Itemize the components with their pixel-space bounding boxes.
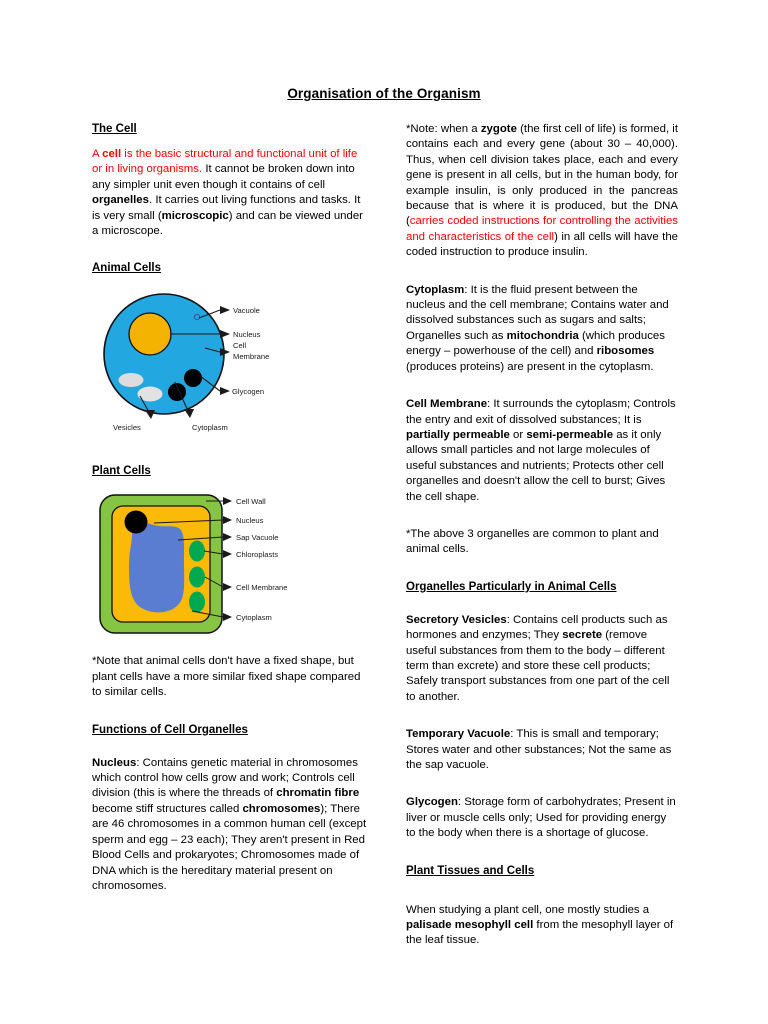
plant-label-nucleus: Nucleus xyxy=(236,516,264,526)
spacer xyxy=(406,889,678,903)
heading-the-cell: The Cell xyxy=(92,123,137,135)
animal-label-cell-membrane-line1: Cell xyxy=(233,341,247,351)
bold-term-chromatin-fibre: chromatin fibre xyxy=(276,787,360,800)
red-text-run: A cell is the basic structural and functional unit of life or in living organisms. xyxy=(92,148,358,176)
spacer xyxy=(406,519,678,527)
animal-label-cell-membrane-line2: Membrane xyxy=(233,352,270,362)
spacer xyxy=(406,572,678,580)
animal-glycogen-shape-1 xyxy=(184,369,202,387)
red-text-run: carries coded instructions for controlling the activities and characteristics of the cell xyxy=(406,215,678,243)
plant-label-cell-wall: Cell Wall xyxy=(236,497,266,507)
spacer xyxy=(92,748,369,756)
note-common-organelles: *The above 3 organelles are common to plant and animal cells. xyxy=(406,527,659,556)
plant-chloroplast-shape-3 xyxy=(189,592,205,613)
spacer xyxy=(92,456,369,464)
paragraph-the-cell: A cell is the basic structural and functional unit of life or in living organisms. It cannot be broken down into any simpler unit even though it contains of cell organelles. It carries out living functions and tasks. It is very small (microscopic) and can be viewed under a microscope. xyxy=(92,148,363,238)
plant-label-cytoplasm: Cytoplasm xyxy=(236,613,272,623)
animal-label-nucleus: Nucleus xyxy=(233,330,261,340)
plant-sap-vacuole-shape xyxy=(129,524,184,613)
bold-term-secretory-vesicles: Secretory Vesicles xyxy=(406,613,507,626)
animal-cell-body-shape xyxy=(104,294,224,414)
animal-nucleus-shape xyxy=(129,313,171,355)
bold-term-microscopic: microscopic xyxy=(161,209,229,222)
bold-term-organelles: organelles xyxy=(92,194,149,207)
animal-label-vesicles: Vesicles xyxy=(113,423,141,433)
paragraph-zygote-note: *Note: when a zygote (the first cell of life) is formed, it contains each and every gene (about 30 – 40,000). Thus, when cell division takes place, each and every gene is present in all cells, but in the human body, for example insulin, is only produced in the pancreas because that is where it is produced, but the DNA (carries coded instructions for controlling the activities and characteristics of the cell) in all cells will have the coded instruction to produce insulin. xyxy=(406,123,679,259)
plant-chloroplast-shape-2 xyxy=(189,567,205,588)
bold-term-chromosomes: chromosomes xyxy=(242,802,321,815)
spacer xyxy=(92,715,369,723)
bold-term-partially-permeable: partially permeable xyxy=(406,428,510,441)
bold-term-palisade-mesophyll-cell: palisade mesophyll cell xyxy=(406,919,534,932)
animal-label-vacuole: Vacuole xyxy=(233,306,260,316)
spacer xyxy=(406,719,678,727)
paragraph-temporary-vacuole: Temporary Vacuole: This is small and temporary; Stores water and other substances; Not the same as the sap vacuole. xyxy=(406,728,672,771)
paragraph-palisade-mesophyll: When studying a plant cell, one mostly studies a palisade mesophyll cell from the mesophyll layer of the leaf tissue. xyxy=(406,903,674,947)
animal-vesicle-shape-1 xyxy=(119,373,144,387)
heading-organelles-animal-cells: Organelles Particularly in Animal Cells xyxy=(406,580,617,593)
right-column xyxy=(406,122,678,963)
animal-label-glycogen: Glycogen xyxy=(232,387,265,397)
heading-functions-of-cell-organelles: Functions of Cell Organelles xyxy=(92,723,248,736)
heading-animal-cells: Animal Cells xyxy=(92,262,162,275)
plant-arrowheads xyxy=(223,497,232,621)
paragraph-glycogen: Glycogen: Storage form of carbohydrates; Present in liver or muscle cells only; Used for providing energy to the body when there is a shortage of glucose. xyxy=(406,796,676,840)
spacer xyxy=(92,253,369,261)
plant-chloroplast-shape-1 xyxy=(189,541,205,562)
left-column xyxy=(92,122,369,908)
bold-term-glycogen: Glycogen xyxy=(406,796,458,809)
bold-term-ribosomes: ribosomes xyxy=(596,345,655,358)
spacer xyxy=(406,605,678,613)
spacer xyxy=(406,787,678,795)
plant-nucleus-shape xyxy=(125,511,148,534)
note-cell-shape: *Note that animal cells don't have a fixed shape, but plant cells have a more similar fixed shape compared to similar cells. xyxy=(92,655,361,699)
paragraph-cell-membrane: Cell Membrane: It surrounds the cytoplasm; Controls the entry and exit of dissolved substances; It is partially permeable or semi-permeable as it only allows small particles and not large molecules of useful substances and nutrients; Protects other cell organelles and doesn't allow the cell to burst; Gives the cell shape. xyxy=(406,398,676,503)
bold-term-semi-permeable: semi-permeable xyxy=(526,428,614,441)
bold-term-secrete: secrete xyxy=(562,629,603,642)
plant-label-cell-membrane: Cell Membrane xyxy=(236,583,288,593)
bold-term-cell: cell xyxy=(102,148,122,160)
bold-term-cytoplasm: Cytoplasm xyxy=(406,283,465,296)
heading-plant-tissues-and-cells: Plant Tissues and Cells xyxy=(406,864,535,877)
paragraph-secretory-vesicles: Secretory Vesicles: Contains cell products such as hormones and enzymes; They secrete (remove useful substances from them to the body – different term than excrete) and store these cell products; Safely transport substances from one part of the cell to another. xyxy=(406,613,670,703)
heading-plant-cells: Plant Cells xyxy=(92,465,151,478)
spacer xyxy=(406,275,678,283)
animal-label-cytoplasm: Cytoplasm xyxy=(192,423,228,433)
paragraph-cytoplasm: Cytoplasm: It is the fluid present between the nucleus and the cell membrane; Contains water and dissolved substances such as sugars and salts; Organelles such as mitochondria (which produces energy – powerhouse of the cell) and ribosomes (produces proteins) are present in the cytoplasm. xyxy=(406,283,669,373)
spacer xyxy=(406,389,678,397)
page-title: Organisation of the Organism xyxy=(287,86,481,101)
bold-term-nucleus: Nucleus xyxy=(92,756,137,769)
paragraph-nucleus: Nucleus: Contains genetic material in chromosomes which control how cells grow and work; Controls cell division (this is where the threads of chromatin fibre become stiff structures called chromosomes); There are 46 chromosomes in a common human cell (except sperm and egg – 23 each); They aren't present in Red Blood Cells and prokaryotes; Chromosomes made of DNA which is the hereditary material present on chromosomes. xyxy=(92,756,367,892)
animal-cell-diagram xyxy=(92,286,369,446)
spacer xyxy=(406,856,678,864)
bold-term-zygote: zygote xyxy=(480,123,517,135)
plant-cell-diagram xyxy=(92,489,369,644)
plant-label-chloroplasts: Chloroplasts xyxy=(236,550,279,560)
bold-term-mitochondria: mitochondria xyxy=(506,329,579,342)
animal-vacuole-shape xyxy=(194,315,199,320)
bold-term-cell-membrane: Cell Membrane xyxy=(406,398,488,411)
bold-term-temporary-vacuole: Temporary Vacuole xyxy=(406,728,511,741)
plant-label-sap-vacuole: Sap Vacuole xyxy=(236,533,279,543)
